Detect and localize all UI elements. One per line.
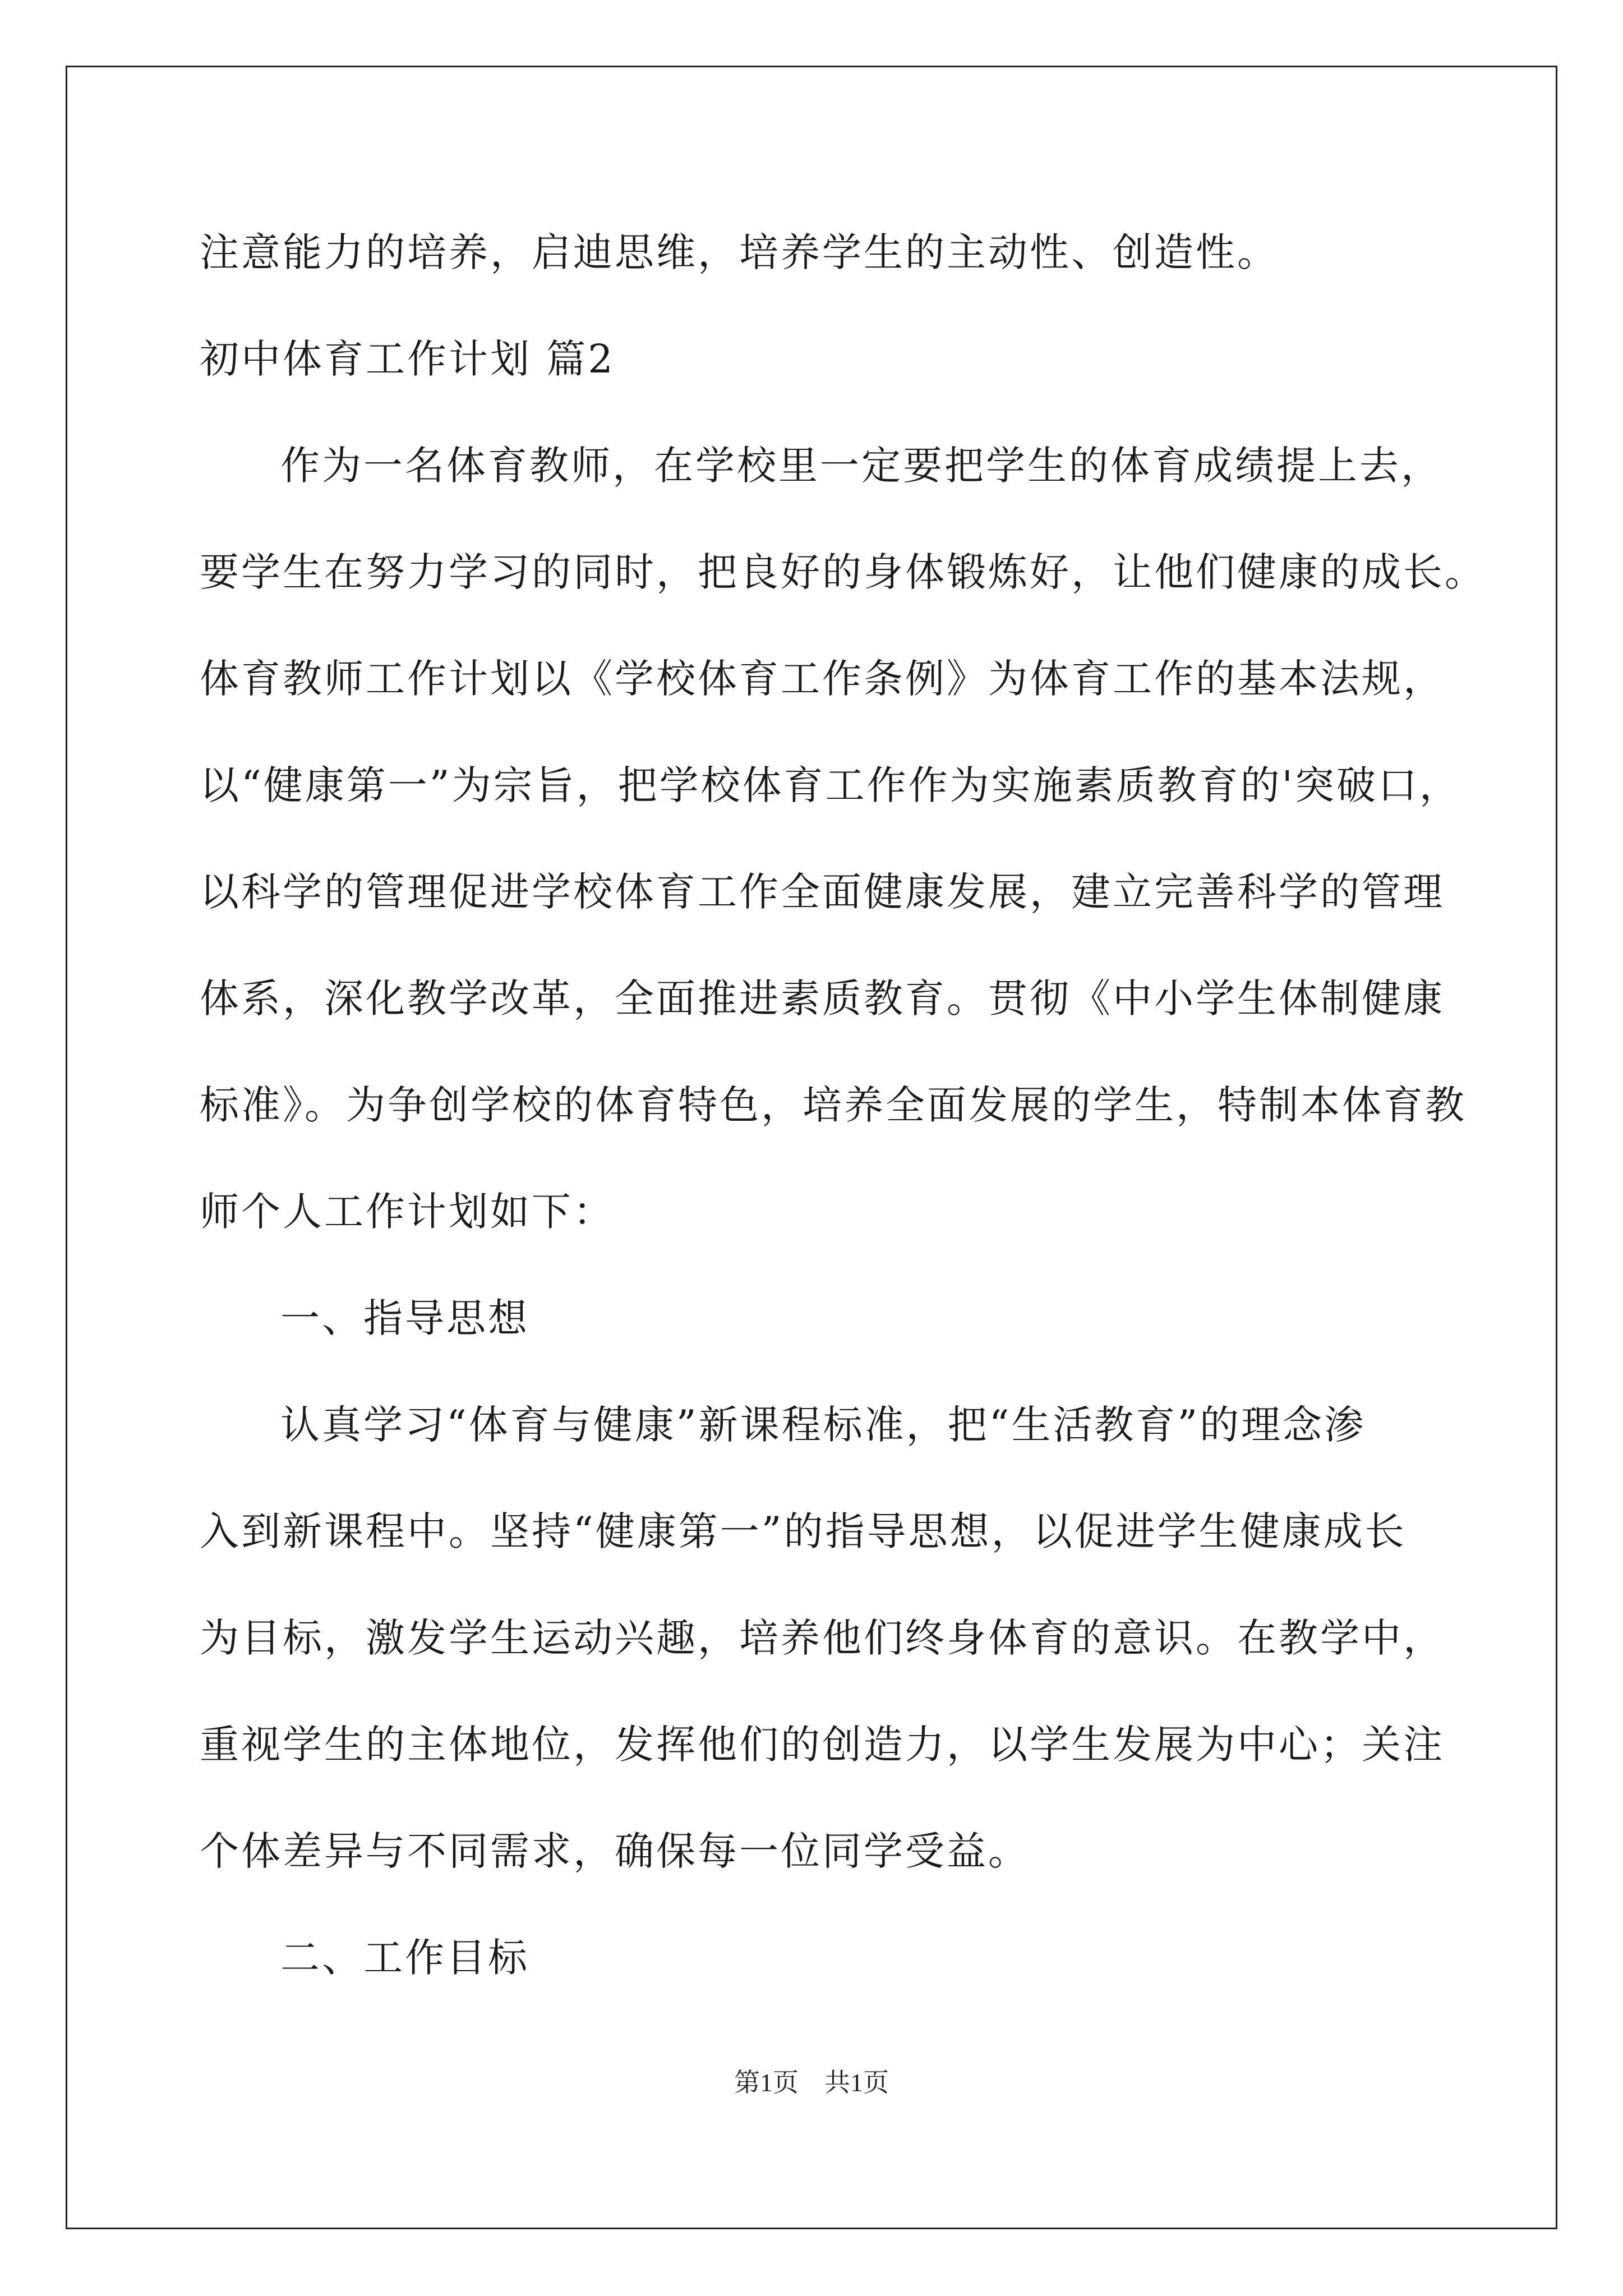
paragraph-line: 以科学的管理促进学校体育工作全面健康发展，建立完善科学的管理 [200,869,1445,915]
subheading-work-goals: 二、工作目标 [280,1935,529,1981]
page-number-footer: 第1页 共1页 [734,2068,889,2097]
paragraph-line: 认真学习“体育与健康”新课程标准，把“生活教育”的理念渗 [280,1402,1366,1448]
paragraph-line: 个体差异与不同需求，确保每一位同学受益。 [200,1828,1030,1874]
paragraph-line: 注意能力的培养，启迪思维，培养学生的主动性、创造性。 [200,229,1279,275]
paragraph-line: 要学生在努力学习的同时，把良好的身体锻炼好，让他们健康的成长。 [200,549,1486,595]
subheading-guiding-ideology: 一、指导思想 [280,1295,529,1341]
section-heading: 初中体育工作计划 篇2 [200,336,615,382]
page-border [66,66,1557,2229]
paragraph-line: 以“健康第一”为宗旨，把学校体育工作作为实施素质教育的'突破口， [200,762,1461,808]
paragraph-line: 为目标，激发学生运动兴趣，培养他们终身体育的意识。在教学中， [200,1615,1445,1661]
paragraph-line: 重视学生的主体地位，发挥他们的创造力，以学生发展为中心；关注 [200,1722,1445,1768]
paragraph-line: 师个人工作计划如下： [200,1189,615,1235]
paragraph-line: 标准》。为争创学校的体育特色，培养全面发展的学生，特制本体育教 [200,1082,1467,1128]
paragraph-line: 体育教师工作计划以《学校体育工作条例》为体育工作的基本法规， [200,656,1445,702]
paragraph-line: 体系，深化教学改革，全面推进素质教育。贯彻《中小学生体制健康 [200,976,1445,1022]
paragraph-line: 作为一名体育教师，在学校里一定要把学生的体育成绩提上去， [280,443,1442,489]
paragraph-line: 入到新课程中。坚持“健康第一”的指导思想，以促进学生健康成长 [200,1508,1407,1554]
